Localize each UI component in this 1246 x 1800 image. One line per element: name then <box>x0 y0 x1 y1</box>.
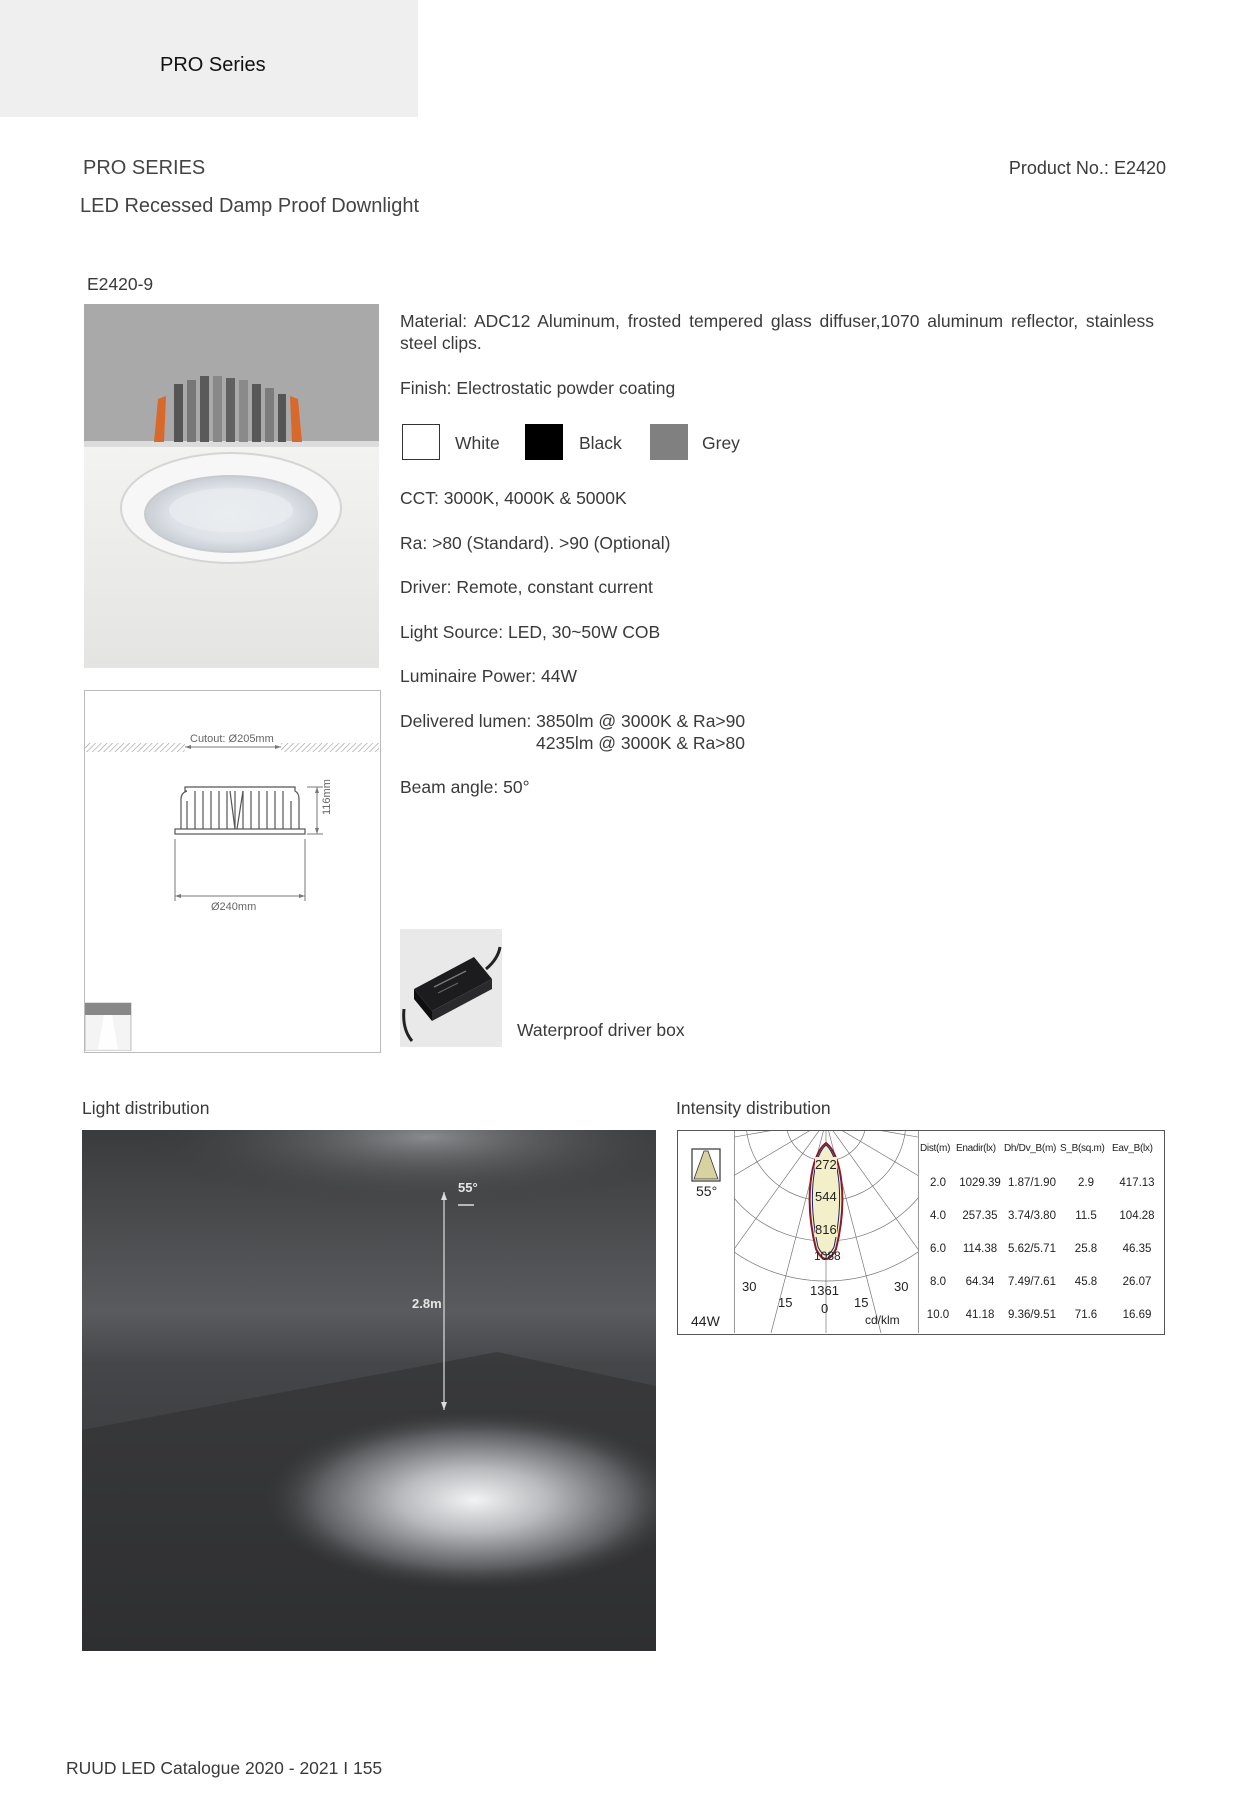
spec-material: Material: ADC12 Aluminum, frosted tempered glass diffuser,1070 aluminum reflector, stainless steel clips. <box>400 311 1154 353</box>
spec-delivered-lumen: Delivered lumen: 3850lm @ 3000K & Ra>90 <box>400 711 746 731</box>
beam-icon-column <box>678 1131 735 1333</box>
polar-value-4: 1088 <box>814 1249 841 1263</box>
polar-value-1: 272 <box>815 1157 837 1172</box>
table-cell: 5.62/5.71 <box>1008 1243 1056 1255</box>
series-title: PRO SERIES <box>83 157 206 179</box>
table-header: Eav_B(lx) <box>1112 1143 1153 1154</box>
series-tab-label: PRO Series <box>160 54 266 76</box>
table-header-row <box>920 1143 1162 1163</box>
intensity-distribution-heading: Intensity distribution <box>676 1098 831 1118</box>
table-cell: 46.35 <box>1122 1243 1152 1255</box>
variant-label: E2420-9 <box>87 274 154 294</box>
page-footer: RUUD LED Catalogue 2020 - 2021 I 155 <box>66 1758 383 1778</box>
spec-delivered-lumen-2: 4235lm @ 3000K & Ra>80 <box>536 733 745 753</box>
table-cell: 1029.39 <box>959 1177 1001 1189</box>
beam-angle-value: 55° <box>696 1183 718 1199</box>
mounting-height-label: 2.8m <box>412 1296 442 1311</box>
angle-label-left-30: 30 <box>742 1279 757 1294</box>
table-header: S_B(sq.m) <box>1060 1143 1105 1154</box>
table-cell: 8.0 <box>930 1276 946 1288</box>
table-cell: 26.07 <box>1122 1276 1152 1288</box>
dimension-drawing <box>84 690 381 1053</box>
spec-beam-angle: Beam angle: 50° <box>400 777 530 797</box>
beam-cone-icon <box>678 1131 734 1191</box>
polar-value-2: 544 <box>815 1189 837 1204</box>
color-label-black: Black <box>579 433 622 453</box>
product-number: Product No.: E2420 <box>1008 158 1166 178</box>
table-cell: 114.38 <box>962 1243 998 1255</box>
product-subtitle: LED Recessed Damp Proof Downlight <box>80 195 420 217</box>
power-value: 44W <box>691 1313 720 1329</box>
polar-value-3: 816 <box>815 1222 837 1237</box>
light-angle-label: 55° <box>458 1180 478 1195</box>
driver-box-photo <box>400 929 502 1047</box>
spec-luminaire-power: Luminaire Power: 44W <box>400 666 578 686</box>
table-cell: 104.28 <box>1119 1210 1155 1222</box>
color-label-grey: Grey <box>702 433 740 453</box>
light-distribution-heading: Light distribution <box>82 1098 210 1118</box>
table-row <box>920 1177 1162 1210</box>
color-swatch-grey <box>650 424 688 460</box>
table-cell: 64.34 <box>965 1276 995 1288</box>
table-cell: 7.49/7.61 <box>1008 1276 1056 1288</box>
angle-label-right-30: 30 <box>894 1279 909 1294</box>
polar-value-5: 1361 <box>810 1283 839 1298</box>
spec-cct: CCT: 3000K, 4000K & 5000K <box>400 488 627 508</box>
angle-label-zero: 0 <box>821 1301 829 1316</box>
table-header: Dh/Dv_B(m) <box>1004 1143 1057 1154</box>
angle-label-right-15: 15 <box>854 1295 869 1310</box>
polar-diagram <box>734 1131 919 1333</box>
table-cell: 71.6 <box>1074 1309 1098 1321</box>
table-cell: 10.0 <box>926 1309 950 1321</box>
table-cell: 25.8 <box>1074 1243 1098 1255</box>
spec-light-source: Light Source: LED, 30~50W COB <box>400 622 661 642</box>
table-cell: 2.9 <box>1078 1177 1094 1189</box>
table-cell: 3.74/3.80 <box>1008 1210 1056 1222</box>
illuminance-table <box>920 1143 1162 1342</box>
table-header: Dist(m) <box>920 1143 951 1154</box>
spec-driver: Driver: Remote, constant current <box>400 577 653 597</box>
table-cell: 2.0 <box>930 1177 946 1189</box>
table-row <box>920 1210 1162 1243</box>
table-cell: 45.8 <box>1074 1276 1098 1288</box>
diameter-dimension: Ø240mm <box>211 901 257 913</box>
table-cell: 6.0 <box>930 1243 946 1255</box>
table-cell: 417.13 <box>1119 1177 1155 1189</box>
series-tab <box>0 0 418 117</box>
polar-unit: cd/klm <box>865 1313 900 1327</box>
light-distribution-render <box>82 1130 656 1651</box>
table-header: Enadir(lx) <box>956 1143 996 1154</box>
intensity-distribution-panel <box>677 1130 1165 1335</box>
color-label-white: White <box>455 433 500 453</box>
cutout-dimension: Cutout: Ø205mm <box>190 733 274 745</box>
table-cell: 9.36/9.51 <box>1008 1309 1056 1321</box>
table-row <box>920 1276 1162 1309</box>
table-cell: 11.5 <box>1075 1210 1097 1222</box>
color-swatch-black <box>525 424 563 460</box>
table-cell: 4.0 <box>930 1210 946 1222</box>
spec-ra: Ra: >80 (Standard). >90 (Optional) <box>400 533 671 553</box>
product-photo <box>84 304 379 668</box>
table-cell: 257.35 <box>962 1210 998 1222</box>
color-swatch-white <box>402 424 440 460</box>
table-cell: 1.87/1.90 <box>1008 1177 1056 1189</box>
spec-finish: Finish: Electrostatic powder coating <box>400 378 676 398</box>
table-cell: 41.18 <box>965 1309 995 1321</box>
angle-label-left-15: 15 <box>778 1295 793 1310</box>
driver-box-caption: Waterproof driver box <box>517 1020 685 1040</box>
table-cell: 16.69 <box>1122 1309 1152 1321</box>
table-row <box>920 1243 1162 1276</box>
table-row <box>920 1309 1162 1342</box>
height-dimension: 116mm <box>321 779 333 815</box>
